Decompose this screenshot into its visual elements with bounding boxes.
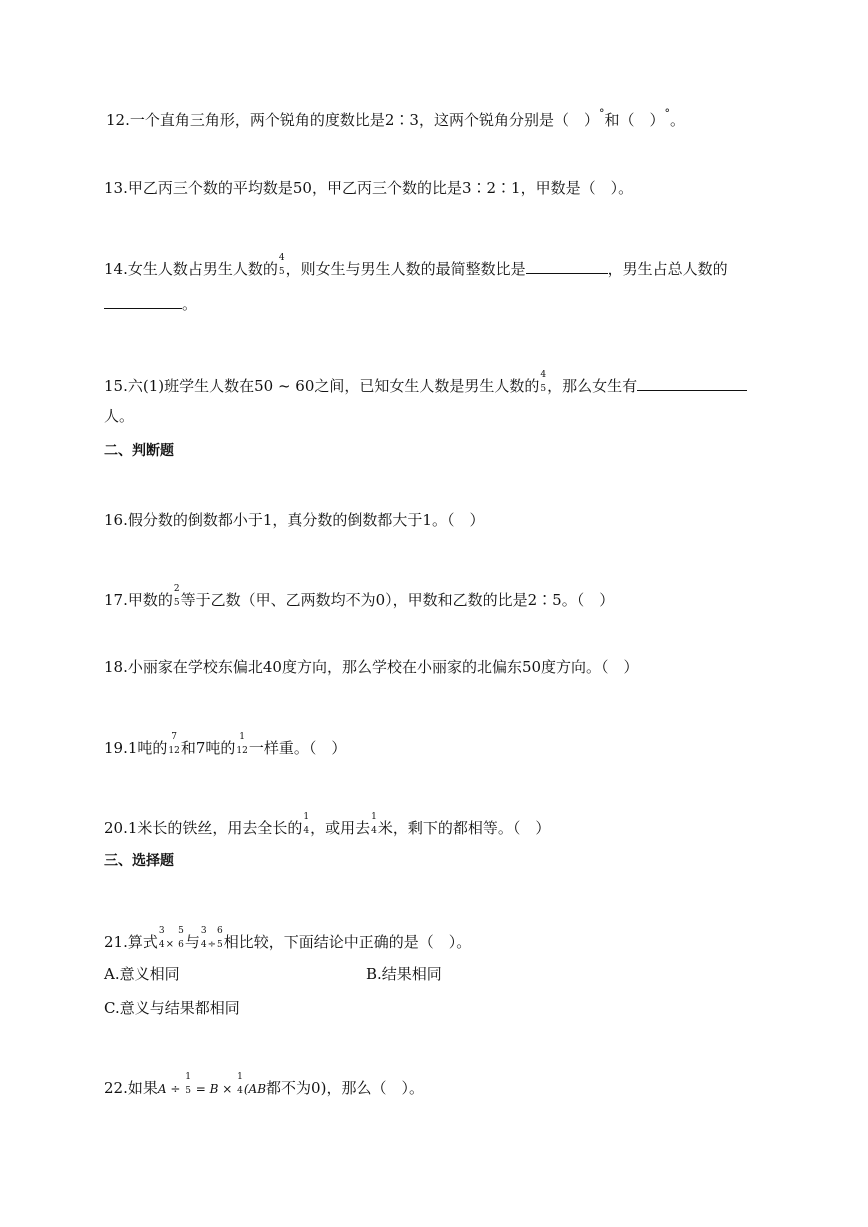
question-14 <box>104 253 728 279</box>
fraction: 2 5 <box>173 584 180 608</box>
question-15-b: ，那么女生有 <box>547 377 638 395</box>
fraction: 5 6 <box>178 926 184 950</box>
question-22-b: 都不为0)，那么（ ）。 <box>266 1079 424 1097</box>
section-heading-choice: 三、选择题 <box>104 853 174 869</box>
question-15-cont <box>104 406 134 426</box>
math-expression: = B × <box>191 1082 237 1096</box>
fraction: 1 4 <box>303 812 310 836</box>
math-expression: A ÷ <box>157 1082 185 1096</box>
question-14-a: 14.女生人数占男生人数的 <box>104 260 278 278</box>
question-21-mid: 与 <box>184 933 200 951</box>
question-14-cont <box>104 294 197 314</box>
question-22-a: 22.如果 <box>104 1079 158 1097</box>
question-12 <box>106 107 685 132</box>
question-14-d: 。 <box>182 295 198 313</box>
answer-blank[interactable] <box>526 259 608 274</box>
question-15-a: 15.六(1)班学生人数在50 ~ 60之间，已知女生人数是男生人数的 <box>104 377 540 395</box>
fraction: 1 4 <box>237 1072 243 1096</box>
question-13 <box>104 178 633 198</box>
question-12-mid: 和（ ） <box>604 111 665 129</box>
question-14-c: ，男生占总人数的 <box>607 260 728 278</box>
fraction: 4 5 <box>540 370 547 394</box>
question-22 <box>104 1072 424 1099</box>
question-18-text: 18.小丽家在学校东偏北40度方向，那么学校在小丽家的北偏东50度方向。（ ） <box>104 658 639 676</box>
question-17-a: 17.甲数的 <box>104 591 173 609</box>
math-expression: (AB <box>243 1082 267 1096</box>
question-13-text: 13.甲乙丙三个数的平均数是50，甲乙丙三个数的比是3∶2∶1，甲数是（ ）。 <box>104 179 634 197</box>
fraction: 7 12 <box>168 732 180 756</box>
question-20-b: ，或用去 <box>310 819 371 837</box>
option-b[interactable]: B.结果相同 <box>366 965 442 983</box>
section-heading-judgment: 二、判断题 <box>104 443 174 459</box>
question-16-text: 16.假分数的倒数都小于1，真分数的倒数都大于1。（ ） <box>104 511 485 529</box>
question-19-c: 一样重。（ ） <box>248 739 347 757</box>
question-20-a: 20.1米长的铁丝，用去全长的 <box>104 819 303 837</box>
question-21-b: 相比较，下面结论中正确的是（ ）。 <box>223 933 472 951</box>
fraction: 4 5 <box>278 253 285 277</box>
fraction: 3 4 <box>200 926 207 950</box>
option-a[interactable]: A.意义相同 <box>104 965 180 983</box>
question-12-end: 。 <box>669 111 685 129</box>
fraction: 1 12 <box>236 732 248 756</box>
question-19-a: 19.1吨的 <box>104 739 168 757</box>
question-12-text: 12.一个直角三角形，两个锐角的度数比是2∶3，这两个锐角分别是（ ） <box>106 111 599 129</box>
question-17-b: 等于乙数（甲、乙两数均不为0），甲数和乙数的比是2∶5。（ ） <box>180 591 615 609</box>
answer-blank[interactable] <box>104 294 182 309</box>
question-15 <box>104 370 747 396</box>
degree-sign: ° <box>598 107 605 120</box>
fraction: 6 5 <box>217 926 223 950</box>
fraction: 1 4 <box>371 812 377 836</box>
degree-sign: ° <box>664 107 670 120</box>
question-19 <box>104 732 347 758</box>
question-20 <box>104 812 551 838</box>
question-19-b: 和7吨的 <box>180 739 236 757</box>
fraction: 1 5 <box>185 1072 191 1096</box>
answer-blank[interactable] <box>637 376 747 391</box>
question-21-a: 21.算式 <box>104 933 158 951</box>
option-c[interactable]: C.意义与结果都相同 <box>104 999 240 1017</box>
divide-operator: ÷ <box>207 939 217 950</box>
question-20-c: 米，剩下的都相等。（ ） <box>377 819 551 837</box>
question-16 <box>104 510 484 530</box>
question-15-c: 人。 <box>104 407 135 425</box>
times-operator: × <box>165 939 178 950</box>
question-17 <box>104 584 615 610</box>
question-14-b: ，则女生与男生人数的最简整数比是 <box>285 260 526 278</box>
fraction: 3 4 <box>158 926 165 950</box>
question-18 <box>104 657 639 677</box>
question-21 <box>104 926 472 955</box>
